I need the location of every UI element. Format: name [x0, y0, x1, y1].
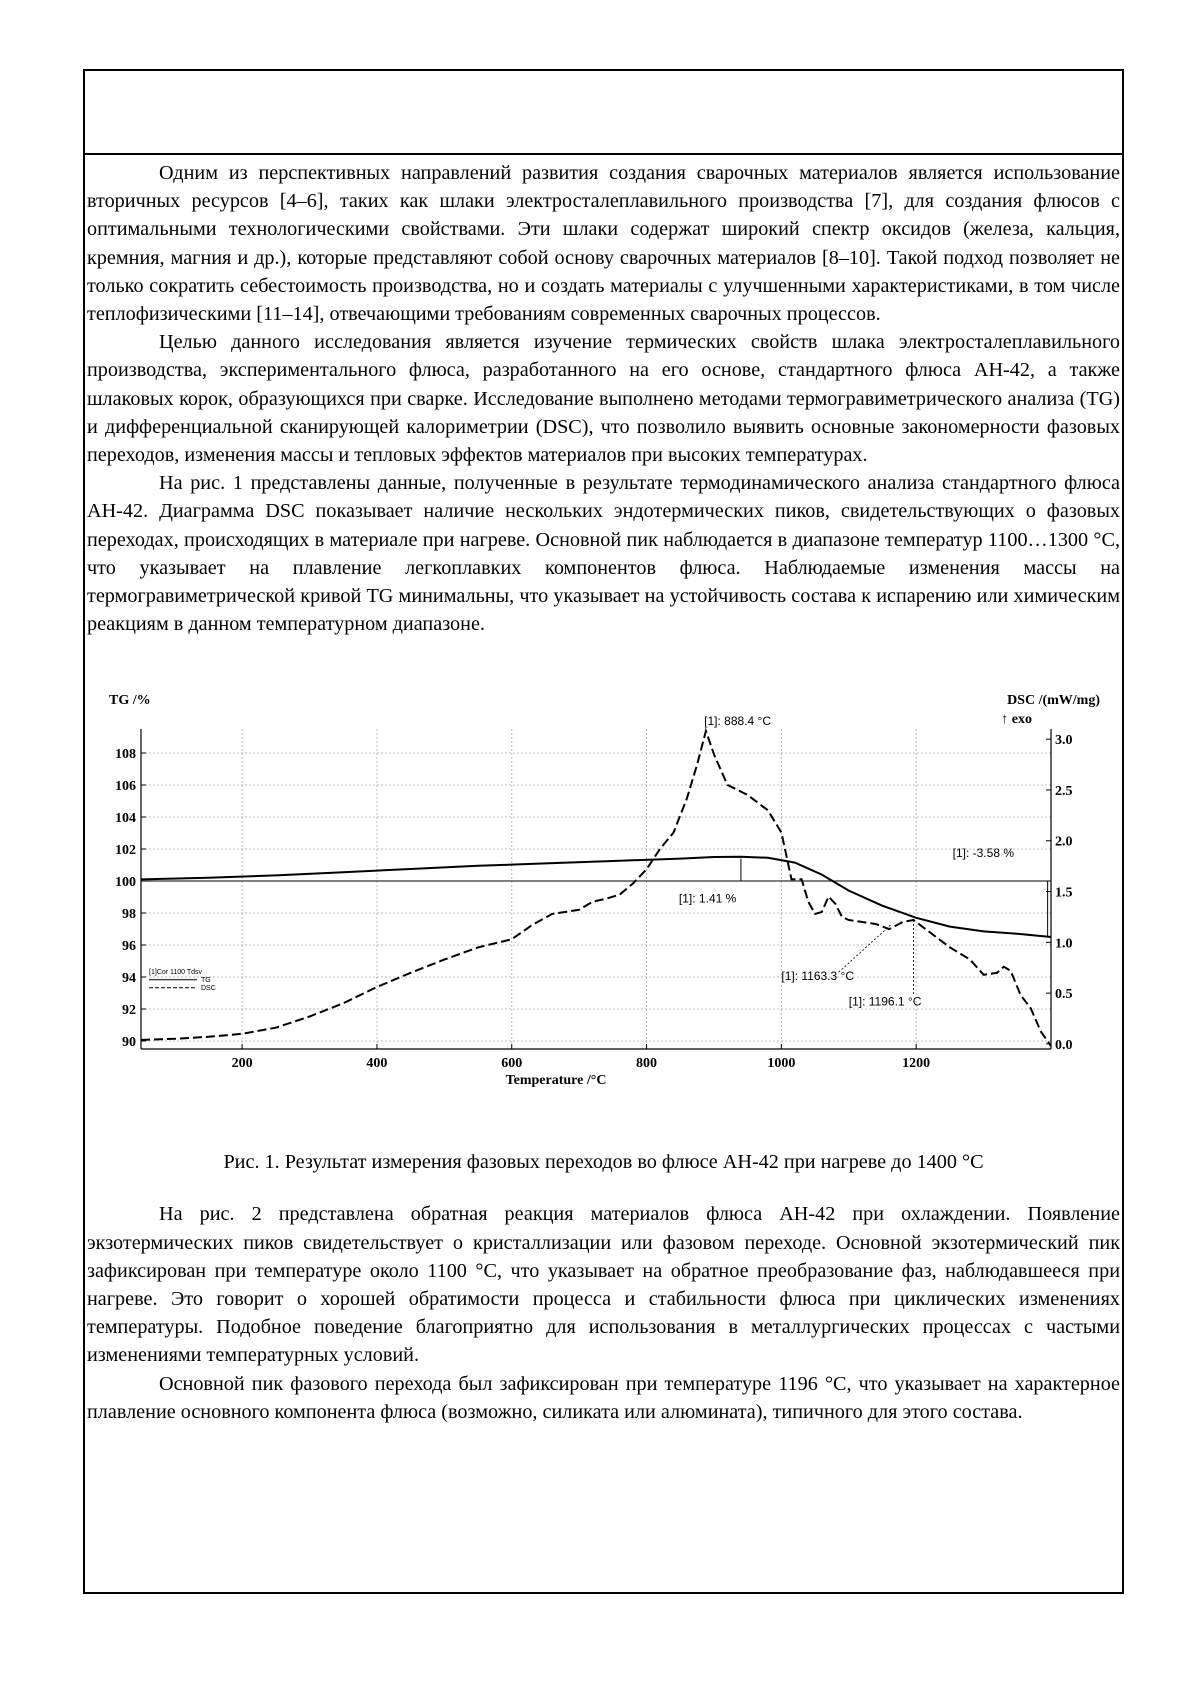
x-tick-label: 1000 [767, 1056, 796, 1072]
paragraph: Основной пик фазового перехода был зафиксирован при температуре 1196 °С, что указывает на характерное плавление основного компонента флюса (возможно, силиката или алюмината), типичного для этого состава. [87, 1372, 1120, 1423]
y-left-tick-label: 92 [122, 1003, 136, 1019]
exo-label: ↑ exo [1001, 712, 1032, 728]
y-left-tick-label: 98 [122, 907, 136, 923]
figure-1 [87, 674, 1124, 1129]
y-right-tick-label: 1.0 [1055, 936, 1073, 952]
tg-dsc-chart [87, 674, 1124, 1129]
y-right-tick-label: 3.0 [1055, 733, 1073, 749]
y-right-axis-title: DSC /(mW/mg) [1007, 693, 1100, 709]
annotation-label: [1]: 1196.1 °C [848, 994, 922, 1009]
header-band [85, 71, 1122, 155]
x-tick-label: 400 [366, 1056, 388, 1072]
y-left-tick-label: 102 [115, 843, 136, 859]
paragraph: На рис. 1 представлены данные, полученные в результате термодинамического анализа стандартного флюса АН-42. Диаграмма DSC показывает наличие нескольких эндотермических пиков, свидетельствующих о фазовых переходах, происходящих в материале при нагреве. Основной пик наблюдается в диапазоне температур 1100…1300 °С, что указывает на плавление легкоплавких компонентов флюса. Наблюдаемые изменения массы на термогравиметрической кривой TG минимальны, что указывает на устойчивость состава к испарению или химическим реакциям в данном температурном диапазоне. [87, 472, 1120, 636]
y-left-axis-title: TG /% [109, 693, 151, 709]
legend-entry: TG [201, 977, 211, 985]
x-tick-label: 600 [501, 1056, 523, 1072]
annotation-label: [1]: 1.41 % [678, 892, 737, 907]
y-left-tick-label: 108 [115, 747, 136, 763]
annotation-label: [1]: 1163.3 °C [781, 969, 854, 984]
y-left-tick-label: 106 [115, 779, 136, 795]
y-right-tick-label: 0.5 [1055, 987, 1073, 1003]
x-tick-label: 800 [636, 1056, 658, 1072]
annotation-label: [1]: 888.4 °C [704, 714, 771, 729]
y-right-tick-label: 2.5 [1055, 784, 1073, 800]
y-left-tick-label: 94 [122, 971, 136, 987]
page-content [87, 159, 1120, 1592]
y-left-tick-label: 100 [115, 875, 136, 891]
y-left-tick-label: 104 [115, 811, 136, 827]
annotation-label: [1]: -3.58 % [952, 846, 1015, 861]
page-frame [83, 69, 1124, 1594]
annotation-leader [839, 925, 892, 973]
legend-entry: DSC [201, 985, 216, 993]
legend-title: [1]Cor 1100 Tdsv [149, 969, 203, 977]
series-line-tg [141, 857, 1051, 937]
y-right-tick-label: 1.5 [1055, 885, 1073, 901]
y-left-tick-label: 90 [122, 1035, 136, 1051]
x-axis-title: Temperature /°C [505, 1073, 607, 1089]
y-right-tick-label: 0.0 [1055, 1038, 1073, 1054]
x-tick-label: 200 [231, 1056, 253, 1072]
y-right-tick-label: 2.0 [1055, 835, 1073, 851]
paragraph: На рис. 2 представлена обратная реакция материалов флюса АН-42 при охлаждении. Появление экзотермических пиков свидетельствует о кристаллизации или фазовом переходе. Основной экзотермический пик зафиксирован при температуре около 1100 °С, что указывает на обратное преобразование фаз, наблюдавшееся при нагреве. Это говорит о хорошей обратимости процесса и стабильности флюса при циклических изменениях температуры. Подобное поведение благоприятно для использования в металлургических процессах с частыми изменениями температурных условий. [87, 1203, 1120, 1367]
x-tick-label: 1200 [902, 1056, 931, 1072]
figure-caption: Рис. 1. Результат измерения фазовых переходов во флюсе АН-42 при нагреве до 1400 °С [223, 1151, 984, 1174]
paragraph: Целью данного исследования является изучение термических свойств шлака электросталеплавильного производства, экспериментального флюса, разработанного на его основе, стандартного флюса АН-42, а также шлаковых корок, образующихся при сварке. Исследование выполнено методами термогравиметрического анализа (TG) и дифференциальной сканирующей калориметрии (DSC), что позволило выявить основные закономерности фазовых переходов, изменения массы и тепловых эффектов материалов при высоких температурах. [87, 331, 1120, 467]
y-left-tick-label: 96 [122, 939, 136, 955]
paragraph: Одним из перспективных направлений развития создания сварочных материалов является использование вторичных ресурсов [4–6], таких как шлаки электросталеплавильного производства [7], для создания флюсов с оптимальными технологическими свойствами. Эти шлаки содержат широкий спектр оксидов (железа, кальция, кремния, магния и др.), которые представляют собой основу сварочных материалов [8–10]. Такой подход позволяет не только сократить себестоимость производства, но и создать материалы с улучшенными характеристиками, в том числе теплофизическими [11–14], отвечающими требованиям современных сварочных процессов. [87, 162, 1120, 326]
